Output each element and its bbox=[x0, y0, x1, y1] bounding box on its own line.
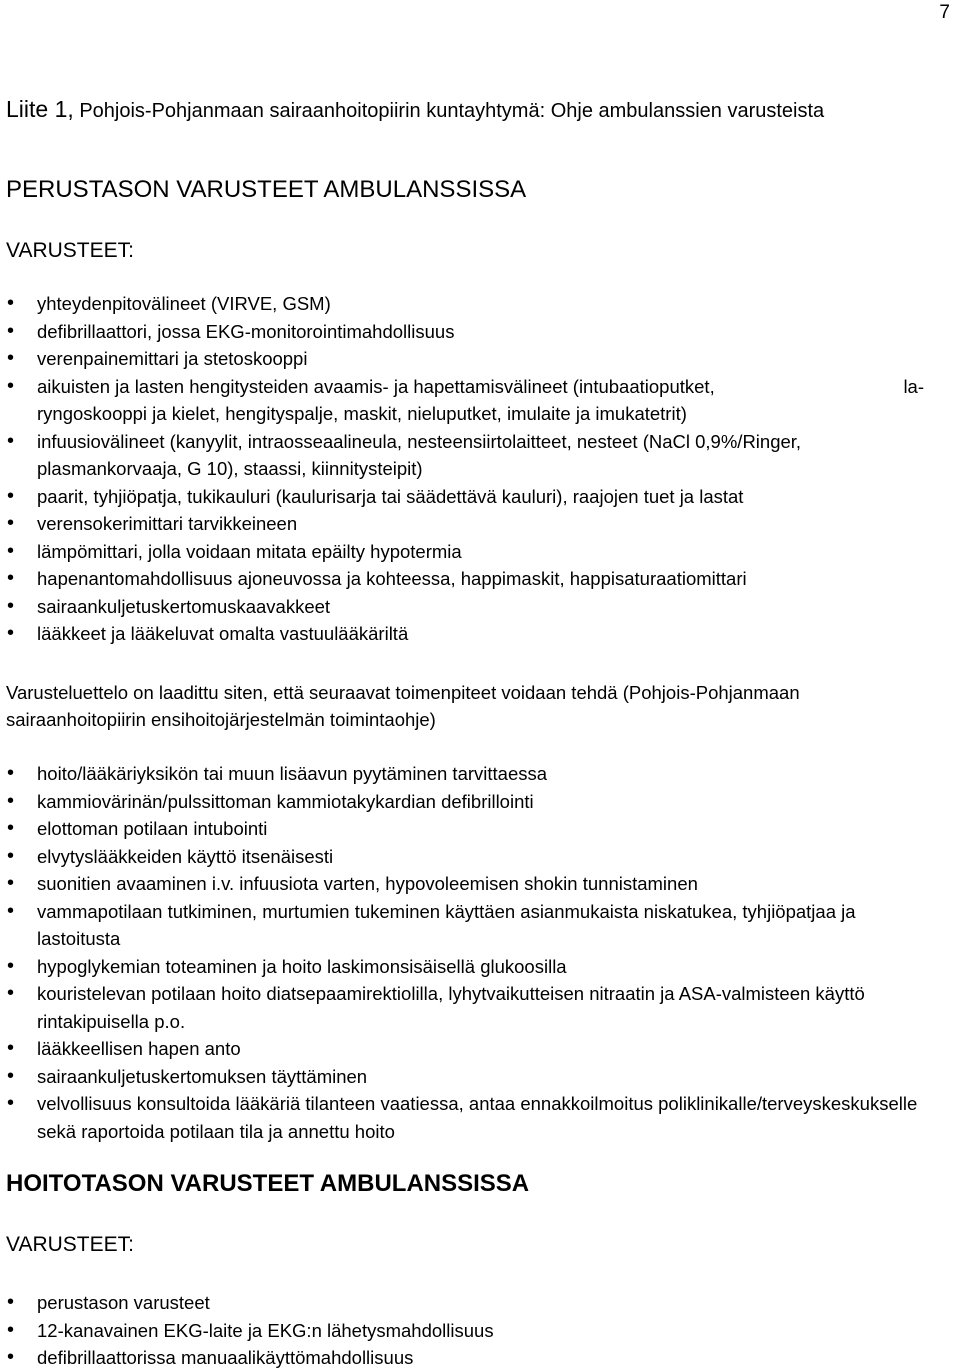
section-title-advanced: HOITOTASON VARUSTEET AMBULANSSISSA bbox=[6, 1170, 530, 1197]
equipment-label-basic: VARUSTEET: bbox=[6, 239, 134, 262]
intro-paragraph: Varusteluettelo on laadittu siten, että seuraavat toimenpiteet voidaan tehdä (Pohjois-Pohjanmaan sairaanhoitopiirin ensihoitojärjestelmän toimintaohje) bbox=[6, 682, 800, 730]
list-item: • yhteydenpitovälineet (VIRVE, GSM) bbox=[0, 290, 930, 318]
list-item: • vammapotilaan tutkiminen, murtumien tukeminen käyttäen asianmukaista niskatukea, tyhjiöpatjaa ja lastoitusta bbox=[0, 898, 930, 953]
appendix-label: Liite 1, bbox=[6, 96, 74, 122]
list-item: • elottoman potilaan intubointi bbox=[0, 815, 930, 843]
list-item: • sairaankuljetuskertomuskaavakkeet bbox=[0, 593, 930, 621]
page-number: 7 bbox=[939, 2, 950, 23]
list-item: • 12-kanavainen EKG-laite ja EKG:n lähetysmahdollisuus bbox=[0, 1317, 930, 1345]
appendix-subtitle: Pohjois-Pohjanmaan sairaanhoitopiirin kuntayhtymä: Ohje ambulanssien varusteista bbox=[79, 100, 825, 122]
list-item: • verensokerimittari tarvikkeineen bbox=[0, 510, 930, 538]
list-item: • defibrillaattori, jossa EKG-monitorointimahdollisuus bbox=[0, 318, 930, 346]
basic-equipment-list bbox=[0, 290, 930, 648]
hyphenated-fragment: la- bbox=[903, 375, 924, 397]
list-item-text: aikuisten ja lasten hengitysteiden avaamis- ja hapettamisvälineet (intubaatioputket, bbox=[37, 375, 715, 397]
list-item: • lääkkeet ja lääkeluvat omalta vastuulääkäriltä bbox=[0, 620, 930, 648]
list-item-continuation: ryngoskooppi ja kielet, hengityspalje, maskit, nieluputket, imulaite ja imukatetrit) bbox=[37, 403, 687, 424]
procedures-list bbox=[0, 760, 930, 1145]
list-item: • perustason varusteet bbox=[0, 1289, 930, 1317]
document-title bbox=[6, 94, 926, 126]
list-item: • hypoglykemian toteaminen ja hoito laskimonsisäisellä glukoosilla bbox=[0, 953, 930, 981]
list-item: • defibrillaattorissa manuaalikäyttömahdollisuus bbox=[0, 1344, 930, 1372]
list-item: • elvytyslääkkeiden käyttö itsenäisesti bbox=[0, 843, 930, 871]
list-item: • lääkkeellisen hapen anto bbox=[0, 1035, 930, 1063]
list-item: • hapenantomahdollisuus ajoneuvossa ja kohteessa, happimaskit, happisaturaatiomittari bbox=[0, 565, 930, 593]
list-item: • verenpainemittari ja stetoskooppi bbox=[0, 345, 930, 373]
equipment-label-advanced: VARUSTEET: bbox=[6, 1233, 134, 1256]
list-item: • hoito/lääkäriyksikön tai muun lisäavun pyytäminen tarvittaessa bbox=[0, 760, 930, 788]
list-item: • sairaankuljetuskertomuksen täyttäminen bbox=[0, 1063, 930, 1091]
list-item: • velvollisuus konsultoida lääkäriä tilanteen vaatiessa, antaa ennakkoilmoitus poliklinikalle/terveyskeskukselle sekä raportoida potilaan tila ja annettu hoito bbox=[0, 1090, 930, 1145]
list-item: • suonitien avaaminen i.v. infuusiota varten, hypovoleemisen shokin tunnistaminen bbox=[0, 870, 930, 898]
list-item: • kouristelevan potilaan hoito diatsepaamirektiolilla, lyhytvaikutteisen nitraatin ja ASA-valmisteen käyttö rintakipuisella p.o. bbox=[0, 980, 930, 1035]
list-item bbox=[0, 373, 930, 428]
list-item: • paarit, tyhjiöpatja, tukikauluri (kaulurisarja tai säädettävä kauluri), raajojen tuet ja lastat bbox=[0, 483, 930, 511]
list-item: • kammiovärinän/pulssittoman kammiotakykardian defibrillointi bbox=[0, 788, 930, 816]
section-title-basic: PERUSTASON VARUSTEET AMBULANSSISSA bbox=[6, 176, 527, 203]
list-item: • lämpömittari, jolla voidaan mitata epäilty hypotermia bbox=[0, 538, 930, 566]
advanced-equipment-list bbox=[0, 1289, 930, 1372]
list-item: • infuusiovälineet (kanyylit, intraosseaalineula, nesteensiirtolaitteet, nesteet (NaCl 0,9%/Ringer, plasmankorvaaja, G 10), staassi, kiinnitysteipit) bbox=[0, 428, 930, 483]
